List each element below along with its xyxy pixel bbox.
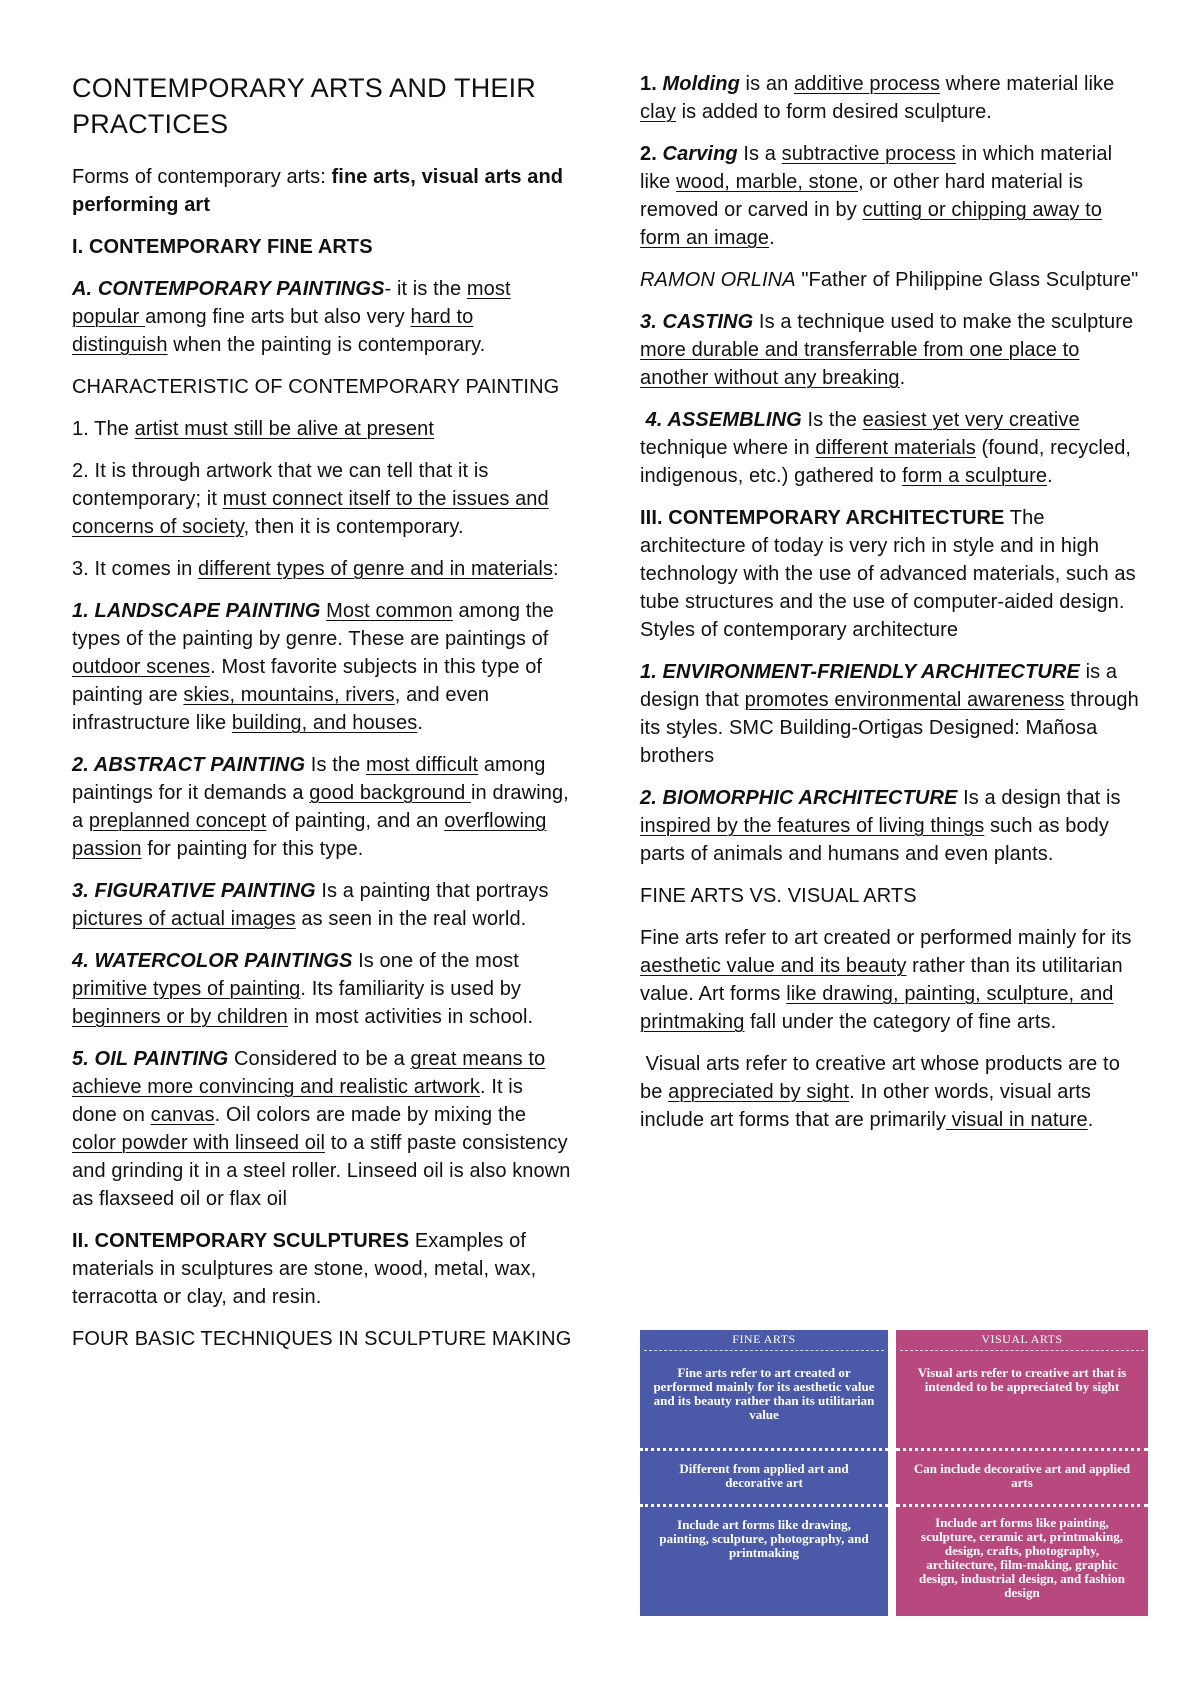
environment-heading: 1. ENVIRONMENT-FRIENDLY ARCHITECTURE [640, 661, 1080, 683]
fine-arts-column [640, 1330, 888, 1616]
carving-heading: Carving [662, 143, 738, 165]
text: to a stiff paste consistency and grinding it in a steel roller. Linseed oil is also known as flaxseed oil or flax oil [72, 1132, 571, 1210]
forms-prefix: Forms of contemporary arts: [72, 166, 332, 188]
underlined-text: subtractive process [781, 143, 956, 165]
text: fall under the category of fine arts. [744, 1011, 1057, 1033]
underlined-text: most popular [72, 278, 511, 328]
underlined-text: great means to achieve more convincing and realistic artwork [72, 1048, 546, 1098]
text: when the painting is contemporary. [167, 334, 486, 356]
underlined-text: different types of genre and in materials [198, 558, 554, 580]
architecture-paragraph [640, 504, 1140, 644]
landscape-paragraph [72, 597, 572, 737]
underlined-text: form a sculpture [902, 465, 1048, 487]
underlined-text: preplanned concept [88, 810, 267, 832]
text: 3. It comes in [72, 558, 198, 580]
fine-arts-row-1: Fine arts refer to art created or performed mainly for its aesthetic value and its beauty rather than its utilitarian value [653, 1365, 875, 1422]
text: Is the [305, 754, 366, 776]
underlined-text: overflowing passion [72, 810, 547, 860]
text: in drawing, a [72, 782, 569, 832]
underlined-text: wood, marble, stone [676, 171, 859, 193]
fine-arts-row-3: Include art forms like drawing, painting, sculpture, photography, and printmaking [659, 1517, 869, 1560]
underlined-text: most difficult [365, 754, 479, 776]
text: Is one of the most [352, 950, 519, 972]
underlined-text: Most common [326, 600, 453, 622]
underlined-text: clay [640, 101, 676, 123]
text: . Oil colors are made by mixing the [214, 1104, 527, 1126]
document-title: CONTEMPORARY ARTS AND THEIR PRACTICES [72, 73, 537, 139]
text: is added to form desired sculpture. [675, 101, 992, 123]
underlined-text: aesthetic value and its beauty [640, 955, 907, 977]
molding-heading: Molding [662, 73, 740, 95]
sculptures-heading: II. CONTEMPORARY SCULPTURES [72, 1230, 410, 1252]
figurative-paragraph [72, 877, 572, 933]
fine-arts-row-2: Different from applied art and decorative art [679, 1461, 849, 1490]
visual-arts-row-3: Include art forms like painting, sculpture, ceramic art, printmaking, design, crafts, photography, architecture, film-making, graphic design, industrial design, and fashion design [919, 1515, 1125, 1600]
text: Is a painting that portrays [315, 880, 549, 902]
underlined-text: inspired by the features of living things [640, 815, 985, 837]
underlined-text: color powder with linseed oil [72, 1132, 326, 1154]
orlina-paragraph [640, 266, 1140, 294]
underlined-text: skies, mountains, rivers [183, 684, 395, 706]
text: of painting, and an [266, 810, 445, 832]
item-number: 2. [640, 143, 663, 165]
text: Is a technique used to make the sculpture [753, 311, 1134, 333]
header-divider [644, 1350, 884, 1351]
text: Examples of materials in sculptures are stone, wood, metal, wax, terracotta or clay, and resin. [72, 1230, 537, 1308]
text: Visual arts refer to creative art whose products are to be [640, 1053, 1126, 1103]
text: , or other hard material is removed or carved in by [640, 171, 1084, 221]
text: , and even infrastructure like [72, 684, 490, 734]
oil-heading: 5. OIL PAINTING [72, 1048, 229, 1070]
text: where material like [940, 73, 1115, 95]
characteristic-1 [72, 415, 572, 443]
text: Fine arts refer to art created or performed mainly for its [640, 927, 1132, 949]
orlina-name: RAMON ORLINA [640, 269, 796, 291]
text: . Its familiarity is used by [300, 978, 522, 1000]
text: . [1047, 465, 1053, 487]
abstract-heading: 2. ABSTRACT PAINTING [72, 754, 306, 776]
header-divider [900, 1350, 1144, 1351]
underlined-text: outdoor scenes [72, 656, 211, 678]
watercolor-heading: 4. WATERCOLOR PAINTINGS [72, 950, 353, 972]
text: through its styles. SMC Building-Ortigas Designed: Mañosa brothers [640, 689, 1139, 767]
text: as seen in the real world. [295, 908, 527, 930]
underlined-text: must connect itself to the issues and concerns of society [72, 488, 549, 538]
characteristic-2 [72, 457, 572, 541]
text: Considered to be a [228, 1048, 411, 1070]
underlined-text: easiest yet very creative [862, 409, 1080, 431]
text: among the types of the painting by genre. These are paintings of [72, 600, 554, 650]
underlined-text: cutting or chipping away to form an image [640, 199, 1103, 249]
casting-paragraph [640, 308, 1140, 392]
visual-arts-column-header: VISUAL ARTS [981, 1332, 1063, 1346]
abstract-paragraph [72, 751, 572, 863]
oil-paragraph [72, 1045, 572, 1213]
text: (found, recycled, indigenous, etc.) gathered to [640, 437, 1132, 487]
underlined-text: appreciated by sight [668, 1081, 850, 1103]
fine-vs-visual-comparison-image [640, 1330, 1148, 1616]
text: 2. It is through artwork that we can tell that it is contemporary; it [72, 460, 489, 510]
underlined-text: promotes environmental awareness [744, 689, 1065, 711]
underlined-text: more durable and transferrable from one place to another without any breaking [640, 339, 1080, 389]
text: 1. The [72, 418, 135, 440]
text: . [899, 367, 906, 389]
text: Is a design that is [957, 787, 1121, 809]
underlined-text: pictures of actual images [72, 908, 296, 930]
text: - it is the [384, 278, 467, 300]
visual-arts-row-2: Can include decorative art and applied arts [913, 1461, 1131, 1490]
visual-arts-paragraph [640, 1050, 1140, 1134]
fine-arts-column-header: FINE ARTS [732, 1332, 796, 1346]
watercolor-paragraph [72, 947, 572, 1031]
biomorphic-paragraph [640, 784, 1140, 868]
text: . Most favorite subjects in this type of painting are [72, 656, 543, 706]
casting-heading: 3. CASTING [640, 311, 754, 333]
section-fine-arts-heading: I. CONTEMPORARY FINE ARTS [72, 236, 373, 258]
text: rather than its utilitarian value. Art forms [640, 955, 1123, 1005]
figurative-heading: 3. FIGURATIVE PAINTING [72, 880, 316, 902]
text: . In other words, visual arts include art forms that are primarily [640, 1081, 1092, 1131]
characteristic-heading: CHARACTERISTIC OF CONTEMPORARY PAINTING [72, 376, 560, 398]
underlined-text: additive process [793, 73, 941, 95]
text: among fine arts but also very [145, 306, 411, 328]
text: . [769, 227, 775, 249]
paintings-heading: A. CONTEMPORARY PAINTINGS [72, 278, 385, 300]
text: is an [739, 73, 794, 95]
text: . [417, 712, 423, 734]
text: among paintings for it demands a [72, 754, 546, 804]
text: The architecture of today is very rich in style and in high technology with the use of advanced materials, such as tube structures and the use of computer-aided design. Styles of contemporary architecture [640, 507, 1136, 641]
text: . [1087, 1109, 1094, 1131]
text: Is a [737, 143, 782, 165]
biomorphic-heading: 2. BIOMORPHIC ARCHITECTURE [640, 787, 958, 809]
underlined-text: primitive types of painting [72, 978, 301, 1000]
environment-paragraph [640, 658, 1140, 770]
techniques-heading: FOUR BASIC TECHNIQUES IN SCULPTURE MAKING [72, 1328, 572, 1350]
text: : [553, 558, 559, 580]
underlined-text: good background [309, 782, 472, 804]
right-column [640, 70, 1140, 1148]
underlined-text: canvas [150, 1104, 215, 1126]
forms-paragraph [72, 163, 572, 219]
underlined-text: artist must still be alive at present [134, 418, 434, 440]
paintings-paragraph [72, 275, 572, 359]
landscape-heading: 1. LANDSCAPE PAINTING [72, 600, 321, 622]
text: in which material like [640, 143, 1113, 193]
row-divider [640, 1448, 888, 1451]
text: such as body parts of animals and humans and even plants. [640, 815, 1110, 865]
row-divider [896, 1504, 1148, 1507]
visual-arts-row-1: Visual arts refer to creative art that is intended to be appreciated by sight [917, 1365, 1127, 1394]
characteristic-3 [72, 555, 572, 583]
left-column [72, 70, 572, 1367]
text: in most activities in school. [287, 1006, 534, 1028]
text: "Father of Philippine Glass Sculpture" [795, 269, 1139, 291]
carving-paragraph [640, 140, 1140, 252]
molding-paragraph [640, 70, 1140, 126]
assembling-paragraph [640, 406, 1140, 490]
architecture-heading: III. CONTEMPORARY ARCHITECTURE [640, 507, 1005, 529]
visual-arts-column [896, 1330, 1148, 1616]
underlined-text: different materials [815, 437, 976, 459]
underlined-text: like drawing, painting, sculpture, and printmaking [640, 983, 1114, 1033]
fine-vs-visual-heading: FINE ARTS VS. VISUAL ARTS [640, 885, 917, 907]
text: for painting for this type. [141, 838, 364, 860]
text: Is the [801, 409, 863, 431]
sculptures-paragraph [72, 1227, 572, 1311]
text: , then it is contemporary. [243, 516, 464, 538]
row-divider [640, 1504, 888, 1507]
underlined-text: building, and houses [231, 712, 418, 734]
underlined-text: visual in nature [945, 1109, 1088, 1131]
text: is a design that [640, 661, 1118, 711]
text: technique where in [640, 437, 816, 459]
item-number: 1. [640, 73, 663, 95]
fine-arts-paragraph [640, 924, 1140, 1036]
text: . It is done on [72, 1076, 523, 1126]
forms-list: fine arts, visual arts and performing art [72, 166, 564, 216]
underlined-text: beginners or by children [72, 1006, 288, 1028]
underlined-text: hard to distinguish [72, 306, 474, 356]
row-divider [896, 1448, 1148, 1451]
assembling-heading: 4. ASSEMBLING [640, 409, 802, 431]
